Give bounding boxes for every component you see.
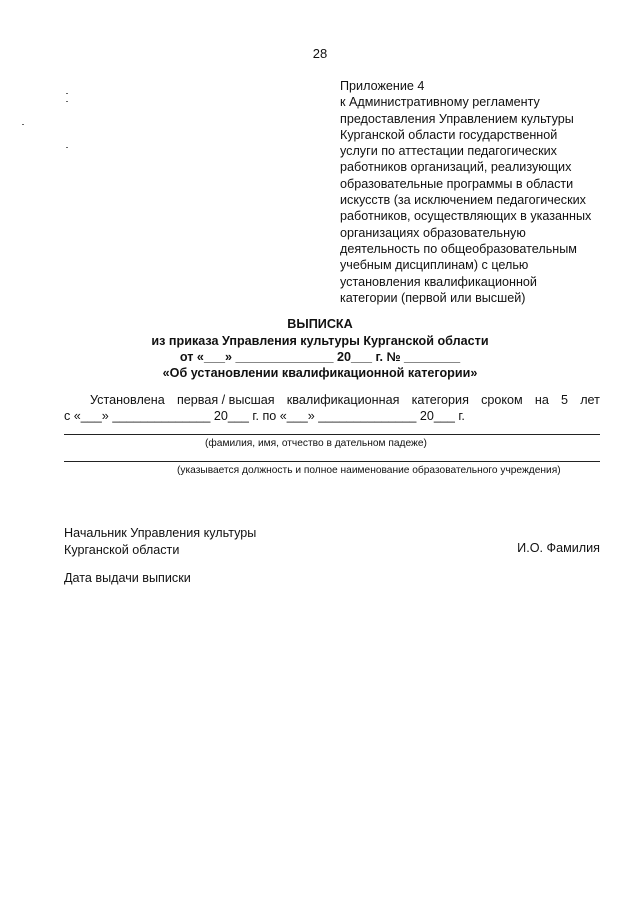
annex-block — [340, 78, 615, 306]
word: сроком — [481, 393, 523, 407]
annex-line: деятельность по общеобразовательным — [340, 241, 577, 256]
annex-line: установления квалификационной — [340, 274, 537, 289]
scan-speck — [22, 124, 24, 125]
scan-speck — [66, 147, 68, 148]
order-date-number: от «___» ______________ 20___ г. № ________ — [179, 350, 461, 364]
issue-date-label: Дата выдачи выписки — [64, 571, 191, 585]
annex-line: услуги по аттестации педагогических — [340, 144, 557, 159]
category-sentence — [64, 393, 600, 407]
word: квалификационная — [286, 393, 400, 407]
position-caption: (указывается должность и полное наименование образовательного учреждения) — [177, 465, 561, 476]
signatory-position-line: Курганской области — [64, 542, 180, 557]
annex-line: образовательные программы в области — [340, 176, 574, 191]
word: категория — [411, 393, 469, 407]
word: 5 — [561, 393, 569, 407]
signatory-position — [64, 525, 256, 558]
annex-line: работников организаций, реализующих — [340, 160, 572, 175]
annex-line: Курганской области государственной — [340, 127, 558, 142]
annex-line: организациях образовательную — [340, 225, 526, 240]
annex-line: к Административному регламенту — [340, 95, 540, 110]
page-number: 28 — [312, 46, 328, 61]
validity-period: с «___» ______________ 20___ г. по «___» ______________ 20___ г. — [64, 409, 465, 423]
word: Установлена — [90, 393, 165, 407]
scan-speck — [66, 101, 68, 102]
annex-line: Приложение 4 — [340, 79, 425, 93]
word: первая / высшая — [176, 393, 275, 407]
scan-speck — [66, 93, 68, 94]
signatory-position-line: Начальник Управления культуры — [64, 526, 257, 540]
annex-line: искусств (за исключением педагогических — [340, 193, 586, 208]
annex-line: категории (первой или высшей) — [340, 290, 526, 305]
order-source: из приказа Управления культуры Курганской области — [151, 334, 489, 348]
annex-line: предоставления Управлением культуры — [340, 111, 574, 126]
word: лет — [580, 393, 600, 407]
position-fill-line — [64, 461, 600, 462]
name-caption: (фамилия, имя, отчество в дательном падеже) — [205, 438, 427, 449]
annex-line: учебным дисциплинам) с целью — [340, 258, 529, 273]
word: на — [534, 393, 549, 407]
document-title: ВЫПИСКА — [287, 317, 353, 331]
name-fill-line — [64, 434, 600, 435]
signatory-name: И.О. Фамилия — [517, 541, 600, 555]
order-name: «Об установлении квалификационной категории» — [162, 366, 478, 380]
annex-line: работников, осуществляющих в указанных — [340, 209, 592, 224]
